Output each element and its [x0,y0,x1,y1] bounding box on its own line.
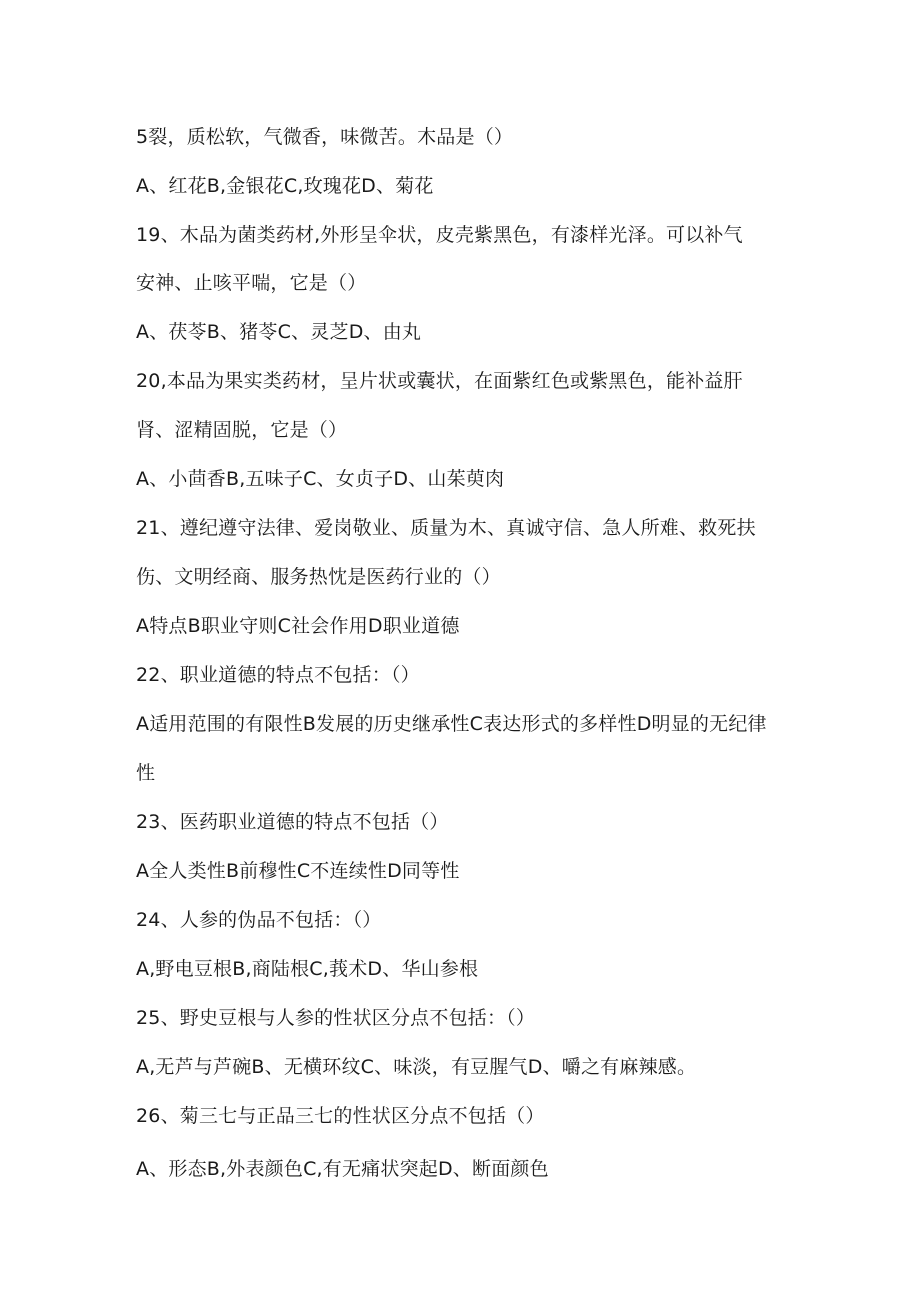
text-line: A,野电豆根B,商陆根C,莪术D、华山参根 [136,958,479,980]
text-line: 23、医药职业道德的特点不包括（） [136,811,449,833]
text-line: 安神、止咳平喘，它是（） [136,272,367,294]
text-line: 24、人参的伪品不包括：（） [136,909,382,931]
text-line: 性 [136,762,156,784]
text-line: 21、遵纪遵守法律、爱岗敬业、质量为木、真诚守信、急人所难、救死扶 [136,517,756,539]
text-line: 伤、文明经商、服务热忱是医药行业的（） [136,566,501,588]
text-line: A、形态B,外表颜色C,有无痛状突起D、断面颜色 [136,1158,549,1180]
text-line: 26、菊三七与正品三七的性状区分点不包括（） [136,1105,545,1127]
text-line: 20,本品为果实类药材，呈片状或囊状，在面紫红色或紫黑色，能补益肝 [136,370,743,392]
text-line: A特点B职业守则C社会作用D职业道德 [136,615,460,637]
text-line: A全人类性B前穆性C不连续性D同等性 [136,860,460,882]
text-line: A、红花B,金银花C,玫瑰花D、菊花 [136,175,434,197]
text-line: A,无芦与芦碗B、无横环纹C、味淡，有豆腥气D、嚼之有麻辣感。 [136,1056,697,1078]
text-line: A适用范围的有限性B发展的历史继承性C表达形式的多样性D明显的无纪律 [136,713,767,735]
text-line: 25、野史豆根与人参的性状区分点不包括：（） [136,1007,536,1029]
text-line: 19、木品为菌类药材,外形呈伞状，皮壳紫黑色，有漆样光泽。可以补气 [136,224,743,246]
text-line: A、小茴香B,五味子C、女贞子D、山茱萸肉 [136,468,505,490]
text-line: 肾、涩精固脱，它是（） [136,419,348,441]
text-line: 22、职业道德的特点不包括：（） [136,664,420,686]
text-line: 5裂，质松软，气微香，味微苦。木品是（） [136,126,514,148]
text-line: A、茯苓B、猪苓C、灵芝D、由丸 [136,321,422,343]
